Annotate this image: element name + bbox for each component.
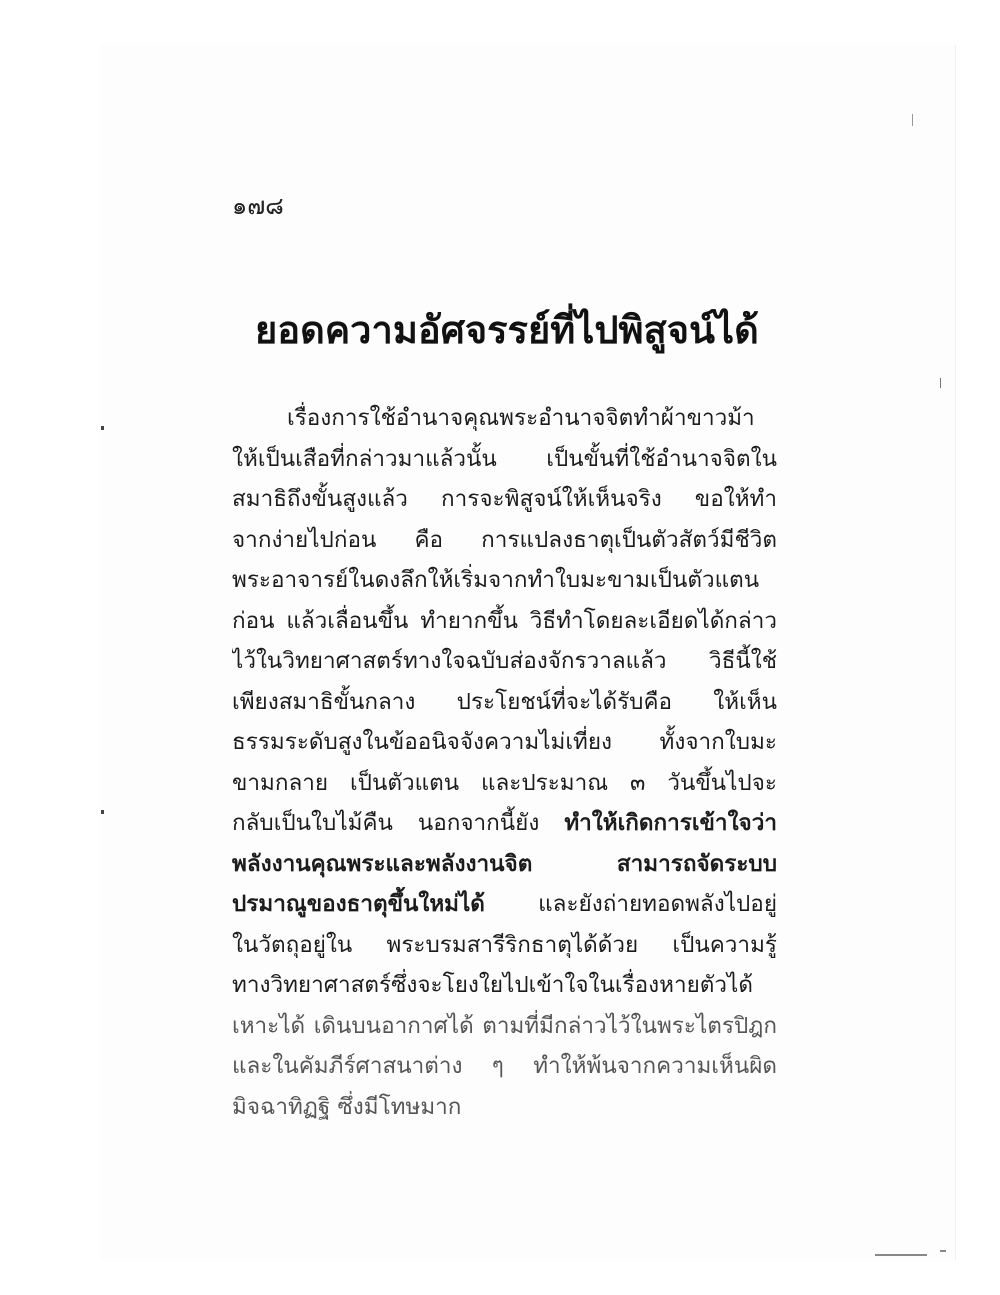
body-text <box>232 398 777 1127</box>
body-line <box>232 1006 777 1047</box>
scan-speck <box>875 1254 927 1256</box>
body-line <box>232 682 777 723</box>
line-text: เรื่องการใช้อำนาจคุณพระอำนาจจิตทำผ้าขาวม้า <box>287 405 755 431</box>
line-text: สมาธิถึงขั้นสูงแล้ว การจะพิสูจน์ให้เห็นจริง ขอให้ทำ <box>232 486 777 512</box>
body-line <box>232 641 777 682</box>
line-text: ให้เป็นเสือที่กล่าวมาแล้วนั้น เป็นขั้นที่ใช้อำนาจจิตใน <box>232 445 777 472</box>
scan-speck <box>101 426 104 430</box>
body-line <box>232 439 777 480</box>
line-text: ในวัตถุอยู่ใน พระบรมสารีริกธาตุได้ด้วย เป็นความรู้ <box>232 931 777 958</box>
body-line <box>232 925 777 966</box>
line-text: และในคัมภีร์ศาสนาต่าง ๆ ทำให้พ้นจากความเห็นผิด <box>232 1053 777 1079</box>
body-line <box>232 398 777 439</box>
line-emphasis: ปรมาณูของธาตุขึ้นใหม่ได้ <box>232 891 485 917</box>
body-line <box>232 1046 777 1087</box>
line-text: ก่อน แล้วเลื่อนขึ้น ทำยากขึ้น วิธีทำโดยละเอียดได้กล่าว <box>232 607 777 634</box>
scan-speck <box>940 378 941 388</box>
line-emphasis: พลังงานคุณพระและพลังงานจิต สามารถจัดระบบ <box>232 850 777 877</box>
page-title: ยอดความอัศจรรย์ที่ไปพิสูจน์ได้ <box>255 307 759 352</box>
line-text: จากง่ายไปก่อน คือ การแปลงธาตุเป็นตัวสัตว์มีชีวิต <box>232 526 777 553</box>
body-line <box>232 844 777 885</box>
line-text: และยังถ่ายทอดพลังไปอยู่ <box>538 891 777 917</box>
body-line <box>232 722 777 763</box>
body-line <box>232 763 777 804</box>
body-line <box>232 803 777 844</box>
body-line <box>232 965 777 1006</box>
line-text: ขามกลาย เป็นตัวแตน และประมาณ ๓ วันขึ้นไปจะ <box>232 769 777 796</box>
body-line <box>232 601 777 642</box>
line-text: พระอาจารย์ในดงลึกให้เริ่มจากทำใบมะขามเป็นตัวแตน <box>232 567 760 593</box>
body-line <box>232 479 777 520</box>
body-line <box>232 884 777 925</box>
scan-speck <box>940 1250 946 1252</box>
line-text: เหาะได้ เดินบนอากาศได้ ตามที่มีกล่าวไว้ในพระไตรปิฎก <box>232 1012 777 1039</box>
line-text: กลับเป็นใบไม้คืน นอกจากนี้ยัง <box>232 810 540 836</box>
line-text: ทางวิทยาศาสตร์ซึ่งจะโยงใยไปเข้าใจในเรื่องหายตัวได้ <box>232 972 753 998</box>
body-line <box>232 560 777 601</box>
line-text: มิจฉาทิฏฐิ ซึ่งมีโทษมาก <box>232 1093 462 1120</box>
body-line <box>232 1087 777 1128</box>
scan-speck <box>912 114 913 126</box>
body-line <box>232 520 777 561</box>
line-emphasis: ทำให้เกิดการเข้าใจว่า <box>564 810 777 836</box>
line-text: ธรรมระดับสูงในข้ออนิจจังความไม่เที่ยง ทั้งจากใบมะ <box>232 729 777 755</box>
line-text: ไว้ในวิทยาศาสตร์ทางใจฉบับส่องจักรวาลแล้ว วิธีนี้ใช้ <box>232 648 777 674</box>
line-text: เพียงสมาธิขั้นกลาง ประโยชน์ที่จะได้รับคือ ให้เห็น <box>232 688 777 715</box>
scan-speck <box>101 810 104 814</box>
page-number: ๑๗๘ <box>232 192 284 220</box>
